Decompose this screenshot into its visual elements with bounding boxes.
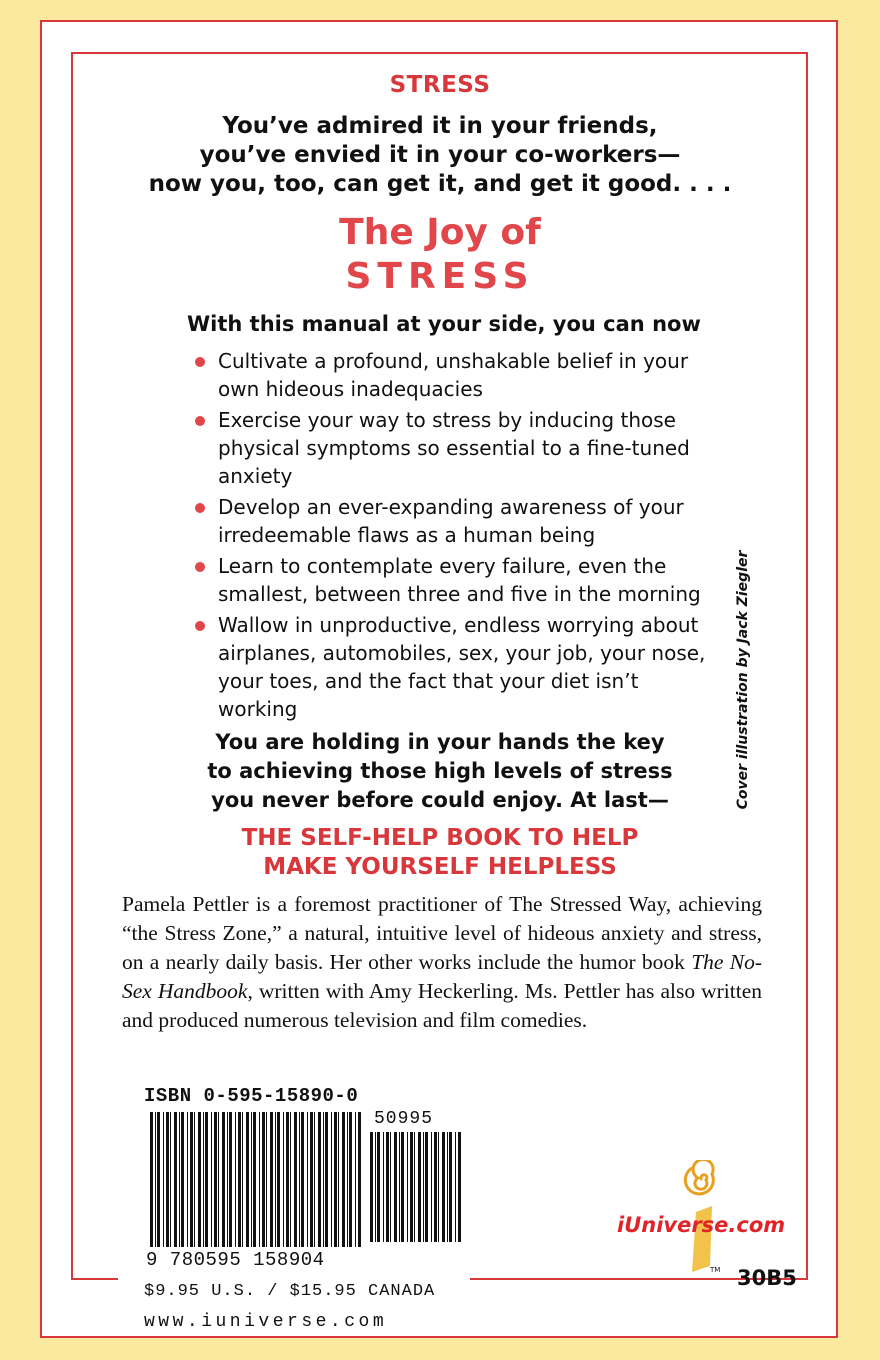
bullet-dot-icon bbox=[195, 416, 205, 426]
barcode-bar bbox=[377, 1132, 380, 1242]
barcode-bar bbox=[325, 1112, 328, 1247]
barcode-bar bbox=[338, 1112, 339, 1247]
ean-digits: 9 780595 158904 bbox=[146, 1249, 325, 1271]
barcode-bar bbox=[205, 1112, 208, 1247]
barcode-bar bbox=[358, 1112, 361, 1247]
addon-barcode bbox=[368, 1132, 463, 1247]
barcode-bar bbox=[242, 1112, 243, 1247]
list-item: Learn to contemplate every failure, even the smallest, between three and five in the morning bbox=[193, 552, 713, 608]
barcode-bar bbox=[414, 1132, 415, 1242]
illustration-credit: Cover illustration by Jack Ziegler bbox=[735, 550, 751, 810]
intro-line: you’ve envied it in your co-workers— bbox=[199, 142, 681, 168]
bullet-dot-icon bbox=[195, 503, 205, 513]
barcode-bar bbox=[299, 1112, 300, 1247]
barcode-bar bbox=[370, 1132, 373, 1242]
barcode-bar bbox=[331, 1112, 332, 1247]
intro-text bbox=[80, 112, 800, 199]
barcode-bar bbox=[270, 1112, 273, 1247]
list-item: Cultivate a profound, unshakable belief in your own hideous inadequacies bbox=[193, 347, 713, 403]
barcode-bar bbox=[275, 1112, 276, 1247]
closing-line: to achieving those high levels of stress bbox=[207, 759, 673, 783]
barcode-bar bbox=[423, 1132, 424, 1242]
barcode-bar bbox=[238, 1112, 241, 1247]
ean-barcode bbox=[148, 1112, 363, 1252]
tagline-line: THE SELF-HELP BOOK TO HELP bbox=[241, 825, 639, 851]
barcode-bar bbox=[218, 1112, 219, 1247]
barcode-bar bbox=[277, 1112, 280, 1247]
barcode-bar bbox=[190, 1112, 193, 1247]
catalog-code: 30B5 bbox=[737, 1266, 797, 1290]
barcode-bar bbox=[150, 1112, 153, 1247]
bullet-dot-icon bbox=[195, 621, 205, 631]
barcode-bar bbox=[355, 1112, 356, 1247]
barcode-bar bbox=[431, 1132, 432, 1242]
svg-text:TM: TM bbox=[710, 1266, 721, 1274]
barcode-bar bbox=[375, 1132, 376, 1242]
barcode-bar bbox=[399, 1132, 400, 1242]
barcode-bar bbox=[418, 1132, 421, 1242]
barcode-bar bbox=[194, 1112, 195, 1247]
bullet-dot-icon bbox=[195, 562, 205, 572]
bullet-lead-in: With this manual at your side, you can now bbox=[187, 312, 701, 336]
list-item: Exercise your way to stress by inducing those physical symptoms so essential to a fine-tuned anxiety bbox=[193, 406, 713, 490]
barcode-bar bbox=[179, 1112, 180, 1247]
barcode-bar bbox=[449, 1132, 452, 1242]
barcode-bar bbox=[434, 1132, 437, 1242]
book-title-italic: The No-Sex Handbook bbox=[122, 950, 763, 1003]
intro-line: You’ve admired it in your friends, bbox=[222, 113, 658, 139]
author-bio: Pamela Pettler is a foremost practitioner of The Stressed Way, achieving “the Stress Zone,” a natural, intuitive level of hideous anxiety and stress, on a nearly daily basis. Her other works include the humor book The No-Sex Handbook, written with Amy Heckerling. Ms. Pettler has also written and produced numerous television and film comedies. bbox=[122, 892, 763, 1032]
barcode-bar bbox=[211, 1112, 212, 1247]
barcode-bar bbox=[235, 1112, 236, 1247]
list-item: Develop an ever-expanding awareness of your irredeemable flaws as a human being bbox=[193, 493, 713, 549]
barcode-bar bbox=[442, 1132, 445, 1242]
barcode-bar bbox=[283, 1112, 284, 1247]
barcode-bar bbox=[407, 1132, 408, 1242]
barcode-bar bbox=[246, 1112, 249, 1247]
book-title-line2: STRESS bbox=[345, 256, 535, 297]
barcode-bar bbox=[157, 1112, 160, 1247]
barcode-bar bbox=[394, 1132, 397, 1242]
list-item: Wallow in unproductive, endless worrying about airplanes, automobiles, sex, your job, your nose, your toes, and the fact that your diet isn’t working bbox=[193, 611, 713, 723]
barcode-bar bbox=[447, 1132, 448, 1242]
barcode-bar bbox=[286, 1112, 289, 1247]
barcode-bar bbox=[386, 1132, 389, 1242]
barcode-bar bbox=[410, 1132, 413, 1242]
barcode-bar bbox=[334, 1112, 337, 1247]
barcode-bar bbox=[203, 1112, 204, 1247]
tagline bbox=[80, 824, 800, 882]
closing-line: you never before could enjoy. At last— bbox=[211, 788, 669, 812]
closing-text bbox=[80, 728, 800, 815]
barcode-bar bbox=[259, 1112, 260, 1247]
barcode-bar bbox=[458, 1132, 461, 1242]
barcode-bar bbox=[349, 1112, 352, 1247]
barcode-bar bbox=[318, 1112, 321, 1247]
barcode-bar bbox=[163, 1112, 164, 1247]
barcode-bar bbox=[187, 1112, 188, 1247]
price-label: $9.95 U.S. / $15.95 CANADA bbox=[144, 1282, 436, 1301]
publisher-logo-text: iUniverse.com bbox=[617, 1213, 786, 1237]
barcode-bar bbox=[307, 1112, 308, 1247]
benefit-list bbox=[193, 347, 713, 726]
barcode-bar bbox=[227, 1112, 228, 1247]
barcode-bar bbox=[222, 1112, 225, 1247]
barcode-bar bbox=[166, 1112, 169, 1247]
barcode-bar bbox=[455, 1132, 456, 1242]
barcode-bar bbox=[262, 1112, 265, 1247]
barcode-bar bbox=[294, 1112, 297, 1247]
barcode-bar bbox=[347, 1112, 348, 1247]
closing-line: You are holding in your hands the key bbox=[215, 730, 665, 754]
website-url: www.iuniverse.com bbox=[144, 1312, 388, 1332]
addon-digits: 50995 bbox=[374, 1109, 434, 1129]
barcode-bar bbox=[290, 1112, 291, 1247]
barcode-bar bbox=[174, 1112, 177, 1247]
barcode-bar bbox=[155, 1112, 156, 1247]
bullet-dot-icon bbox=[195, 357, 205, 367]
isbn-label: ISBN 0-595-15890-0 bbox=[144, 1085, 359, 1107]
barcode-bar bbox=[266, 1112, 267, 1247]
barcode-bar bbox=[214, 1112, 217, 1247]
barcode-bar bbox=[251, 1112, 252, 1247]
tagline-line: MAKE YOURSELF HELPLESS bbox=[263, 854, 617, 880]
barcode-bar bbox=[198, 1112, 201, 1247]
barcode-block bbox=[118, 1082, 470, 1332]
barcode-bar bbox=[253, 1112, 256, 1247]
barcode-bar bbox=[438, 1132, 439, 1242]
kicker-heading: STRESS bbox=[389, 72, 491, 98]
barcode-bar bbox=[181, 1112, 184, 1247]
barcode-bar bbox=[425, 1132, 428, 1242]
barcode-bar bbox=[229, 1112, 232, 1247]
barcode-bar bbox=[323, 1112, 324, 1247]
book-title-line1: The Joy of bbox=[339, 212, 541, 253]
barcode-bar bbox=[401, 1132, 404, 1242]
barcode-bar bbox=[342, 1112, 345, 1247]
barcode-bar bbox=[314, 1112, 315, 1247]
barcode-bar bbox=[170, 1112, 171, 1247]
barcode-bar bbox=[383, 1132, 384, 1242]
barcode-bar bbox=[310, 1112, 313, 1247]
barcode-bar bbox=[301, 1112, 304, 1247]
intro-line: now you, too, can get it, and get it good. . . . bbox=[148, 171, 732, 197]
barcode-bar bbox=[390, 1132, 391, 1242]
